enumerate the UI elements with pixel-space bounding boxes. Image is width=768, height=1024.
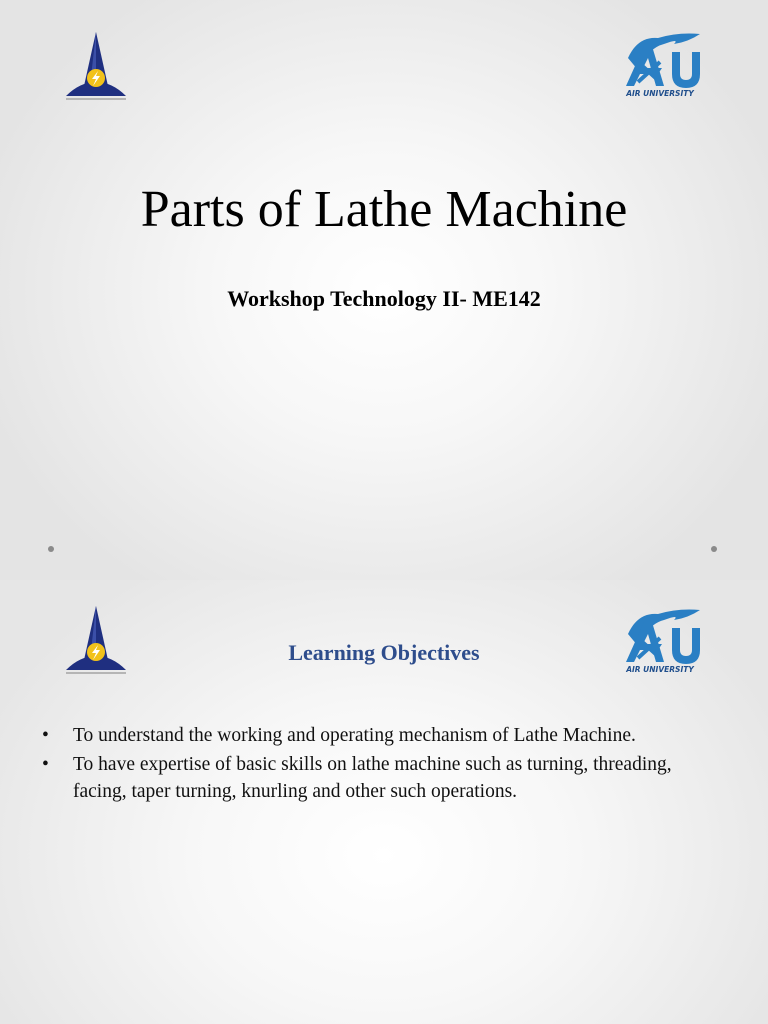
slide-subtitle: Workshop Technology II- ME142 [227, 286, 541, 311]
bullet-icon: • [42, 725, 49, 746]
left-dot [48, 546, 54, 552]
objectives-heading: Learning Objectives [288, 640, 480, 665]
slide-title: Parts of Lathe Machine [140, 181, 628, 238]
objectives-slide [0, 580, 768, 1024]
objective-text: To understand the working and operating mechanism of Lathe Machine. [73, 725, 636, 746]
objectives-list [40, 722, 720, 807]
pyramid-lightning-logo-icon [60, 30, 132, 102]
air-university-logo-icon [618, 28, 702, 100]
air-university-wordmark: AIR UNIVERSITY [626, 89, 694, 98]
bullet-icon: • [42, 754, 49, 775]
air-university-wordmark: AIR UNIVERSITY [626, 665, 694, 674]
right-dot [711, 546, 717, 552]
list-item [40, 722, 720, 749]
list-item [40, 751, 720, 805]
objective-text: To have expertise of basic skills on lathe machine such as turning, threading, facing, taper turning, knurling and other such operations. [73, 754, 672, 802]
